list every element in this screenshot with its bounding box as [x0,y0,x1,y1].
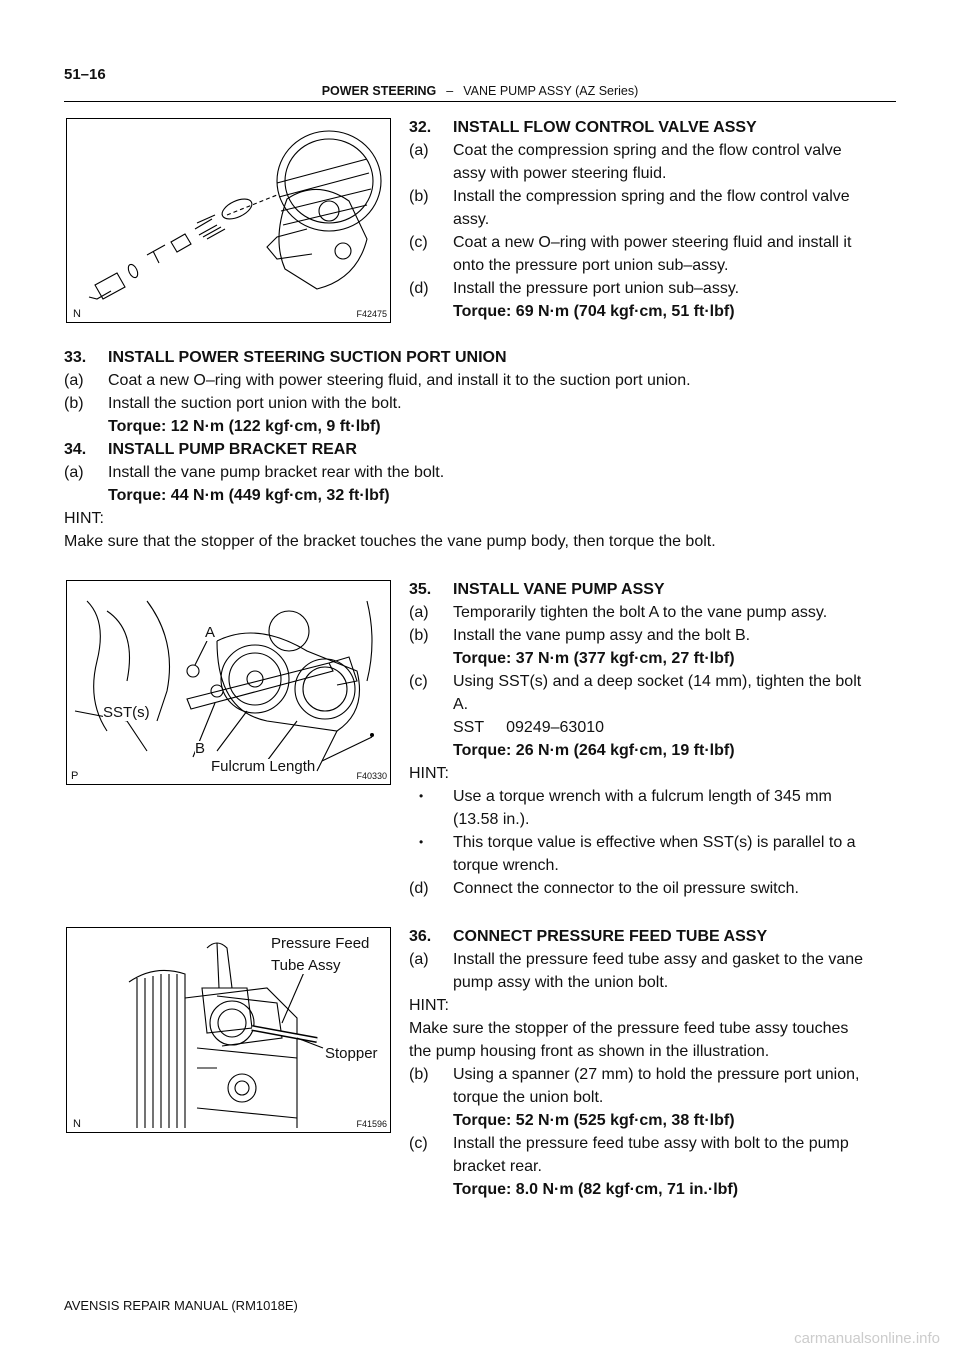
section-35 [409,578,896,900]
figure-2-letter: P [71,770,79,782]
substep-label: (d) [409,880,429,897]
label-sst: SST(s) [103,704,150,721]
torque-spec: Torque: 12 N·m (122 kgf·cm, 9 ft·lbf) [108,418,381,435]
figure-flow-control-valve [66,118,391,323]
header-separator: – [446,84,454,98]
hint-text: Make sure the stopper of the pressure feed tube assy touches [409,1020,849,1037]
substep-label: (c) [409,673,428,690]
substep-label: (b) [64,395,84,412]
substep-text: bracket rear. [453,1158,542,1175]
torque-spec: Torque: 8.0 N·m (82 kgf·cm, 71 in.·lbf) [453,1181,739,1198]
step-title: INSTALL PUMP BRACKET REAR [108,441,357,458]
substep-text: assy with power steering fluid. [453,165,667,182]
substep-label: (b) [409,627,429,644]
step-number: 33. [64,349,87,366]
substep-text: A. [453,696,469,713]
substep-label: (a) [64,464,84,481]
figure-1-letter: N [73,308,81,320]
section-36 [409,925,896,1201]
torque-spec: Torque: 52 N·m (525 kgf·cm, 38 ft·lbf) [453,1112,735,1129]
label-bolt-b: B [195,740,206,757]
step-title: INSTALL POWER STEERING SUCTION PORT UNION [108,349,507,366]
section-33 [64,346,896,553]
watermark: carmanualsonline.info [794,1330,940,1347]
substep-label: (d) [409,280,429,297]
substep-text: Temporarily tighten the bolt A to the vane pump assy. [453,604,828,621]
step-number: 32. [409,119,432,136]
substep-label: (b) [409,1066,429,1083]
substep-text: torque the union bolt. [453,1089,604,1106]
step-title: CONNECT PRESSURE FEED TUBE ASSY [453,928,768,945]
torque-spec: Torque: 26 N·m (264 kgf·cm, 19 ft·lbf) [453,742,735,759]
hint-text: the pump housing front as shown in the illustration. [409,1043,770,1060]
label-bolt-a: A [205,624,216,641]
substep-text: Install the suction port union with the bolt. [108,395,402,412]
figure-vane-pump-install [66,580,391,785]
substep-label: (a) [409,604,429,621]
substep-text: Coat a new O–ring with power steering fluid, and install it to the suction port union. [108,372,691,389]
bullet: • [419,835,424,849]
label-stopper: Stopper [325,1045,378,1062]
hint-label: HINT: [64,510,104,527]
substep-text: Install the pressure feed tube assy and gasket to the vane [453,951,864,968]
substep-label: (a) [409,142,429,159]
hint-bullet-text: (13.58 in.). [453,811,530,828]
step-title: INSTALL FLOW CONTROL VALVE ASSY [453,119,757,136]
figure-3-code: F41596 [356,1119,387,1129]
label-pressure-feed-tube-line-1: Pressure Feed [271,935,370,952]
substep-text: Using a spanner (27 mm) to hold the pressure port union, [453,1066,860,1083]
hint-bullet-text: This torque value is effective when SST(s) is parallel to a [453,834,856,851]
substep-text: Install the vane pump bracket rear with the bolt. [108,464,445,481]
substep-text: Coat the compression spring and the flow control valve [453,142,842,159]
substep-text: Using SST(s) and a deep socket (14 mm), tighten the bolt [453,673,862,690]
bullet: • [419,789,424,803]
figure-pressure-feed-tube [66,927,391,1133]
sst-line [453,716,896,739]
header-section: POWER STEERING [321,84,437,98]
section-32 [409,116,896,323]
figure-1-code: F42475 [356,309,387,319]
substep-text: assy. [453,211,490,228]
label-pressure-feed-tube-line-2: Tube Assy [271,957,341,974]
substep-text: Install the vane pump assy and the bolt B. [453,627,751,644]
vane-pump-install-illustration [67,581,390,784]
substep-text: Install the pressure port union sub–assy. [453,280,740,297]
substep-label: (c) [409,234,428,251]
hint-label: HINT: [409,997,449,1014]
torque-spec: Torque: 69 N·m (704 kgf·cm, 51 ft·lbf) [453,303,735,320]
sst-code: 09249–63010 [506,719,605,736]
hint-text: Make sure that the stopper of the bracket touches the vane pump body, then torque the bolt. [64,533,716,550]
step-number: 35. [409,581,432,598]
substep-label: (a) [64,372,84,389]
hint-bullet-text: torque wrench. [453,857,559,874]
substep-text: onto the pressure port union sub–assy. [453,257,729,274]
substep-label: (b) [409,188,429,205]
substep-text: Connect the connector to the oil pressure switch. [453,880,799,897]
substep-text: Coat a new O–ring with power steering fluid and install it [453,234,852,251]
figure-3-letter: N [73,1118,81,1130]
label-fulcrum-length: Fulcrum Length [211,758,316,775]
pressure-feed-tube-illustration [67,928,390,1132]
sst-label: SST [453,719,485,736]
substep-text: Install the compression spring and the flow control valve [453,188,850,205]
hint-label: HINT: [409,765,449,782]
step-number: 34. [64,441,87,458]
figure-2-code: F40330 [356,771,387,781]
header-subsection: VANE PUMP ASSY (AZ Series) [463,84,639,98]
page-number: 51–16 [64,66,106,83]
torque-spec: Torque: 44 N·m (449 kgf·cm, 32 ft·lbf) [108,487,390,504]
flow-control-valve-illustration [67,119,390,322]
substep-text: Install the pressure feed tube assy with bolt to the pump [453,1135,849,1152]
manual-footer: AVENSIS REPAIR MANUAL (RM1018E) [64,1298,298,1313]
step-title: INSTALL VANE PUMP ASSY [453,581,665,598]
substep-label: (c) [409,1135,428,1152]
torque-spec: Torque: 37 N·m (377 kgf·cm, 27 ft·lbf) [453,650,735,667]
hint-bullet-text: Use a torque wrench with a fulcrum length of 345 mm [453,788,832,805]
running-header [64,84,896,98]
substep-label: (a) [409,951,429,968]
substep-text: pump assy with the union bolt. [453,974,669,991]
step-number: 36. [409,928,432,945]
header-rule [64,101,896,102]
